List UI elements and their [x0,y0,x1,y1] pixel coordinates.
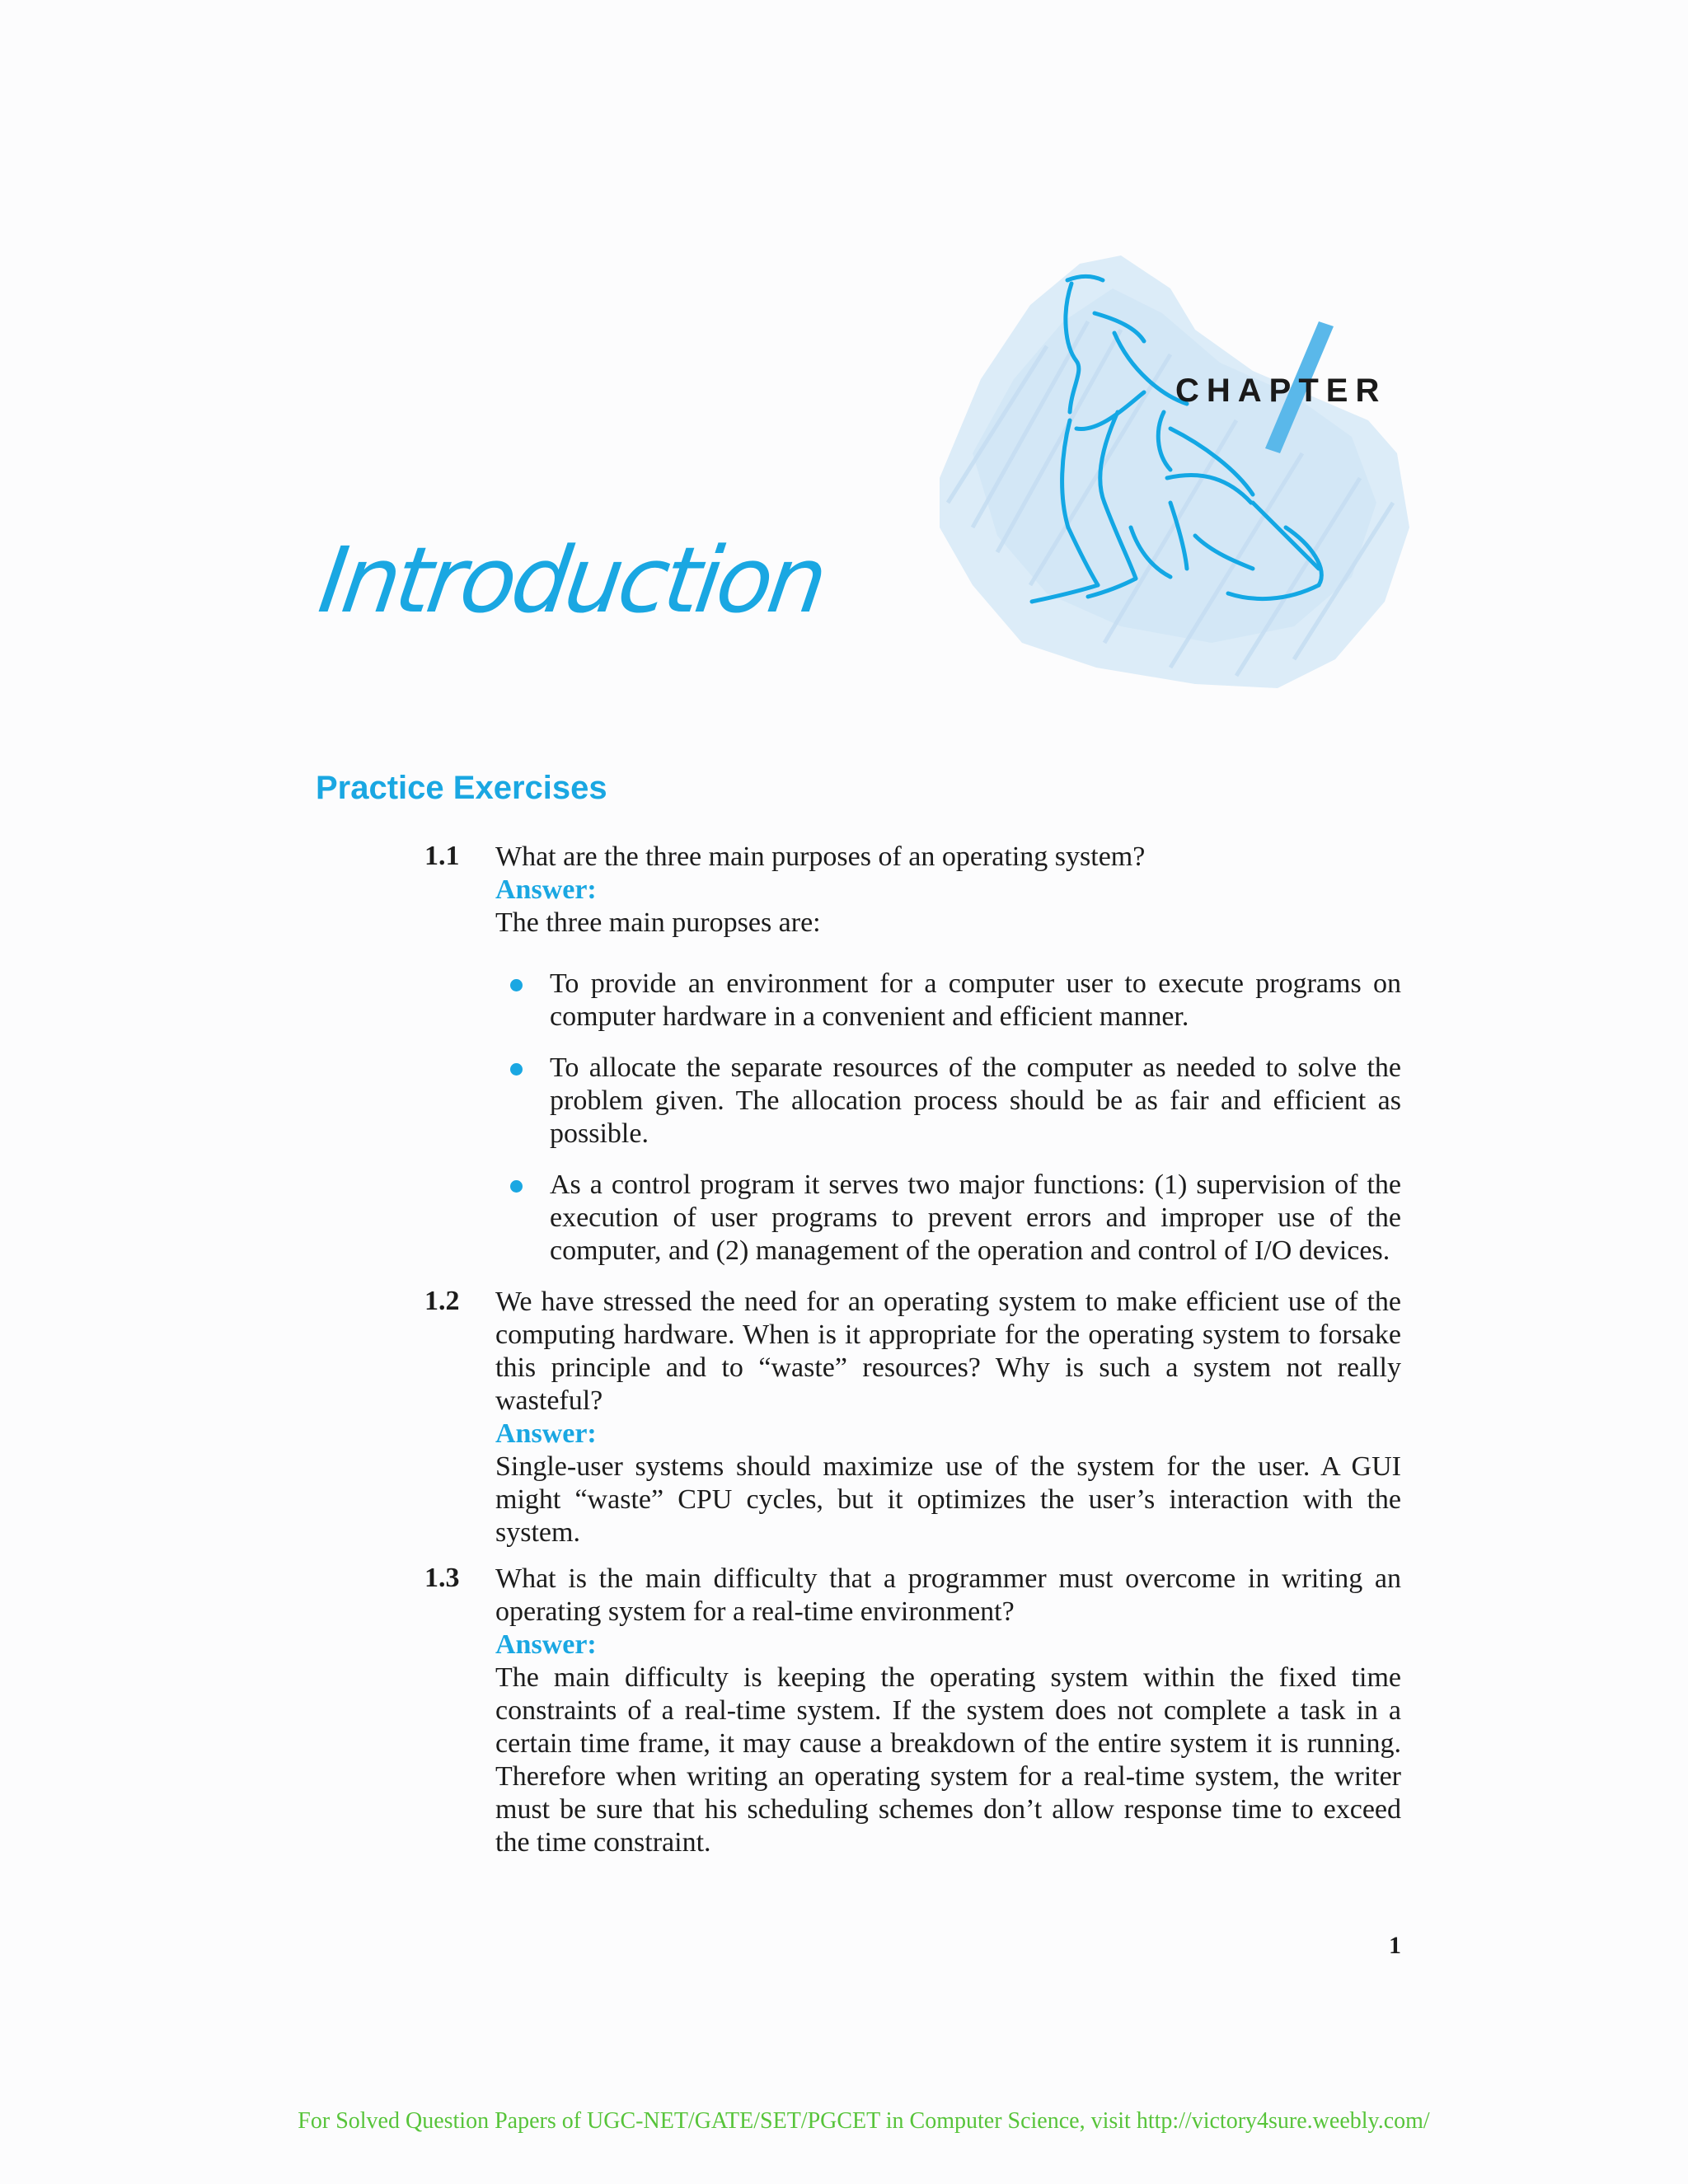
exercise-number: 1.3 [424,1563,460,1593]
answer-text: The main difficulty is keeping the operating system within the fixed time constraints of a real-time system. If the system does not complete a task in a certain time frame, it may cause a breakdown of the entire system it is running. Therefore when writing an operating system for a real-time system, the writer must be sure that his scheduling schemes don’t allow response time to exceed the time constraint. [495,1662,1401,1858]
exercise-number: 1.2 [424,1286,460,1316]
bullet-item [495,968,1401,1033]
bullet-text: To provide an environment for a computer user to execute programs on computer hardware in a convenient and efficient manner. [550,968,1401,1032]
bullet-item [495,1052,1401,1151]
watercolor-wash [940,255,1409,688]
bullet-text: To allocate the separate resources of the computer as needed to solve the problem given. The allocation process should be as fair and efficient as possible. [550,1052,1401,1149]
exercise-1-2 [424,1286,1401,1549]
chapter-title: Introduction [313,527,830,633]
section-title: Practice Exercises [316,770,607,806]
answer-label: Answer: [495,1629,597,1660]
answer-label: Answer: [495,874,597,905]
bullet-icon [510,979,523,991]
exercise-list [424,841,1401,1859]
exercise-1-3 [424,1563,1401,1859]
footer-link-text: For Solved Question Papers of UGC-NET/GATE/SET/PGCET in Computer Science, visit http://victory4sure.weebly.com/ [298,2108,1430,2134]
answer-text: Single-user systems should maximize use of the system for the user. A GUI might “waste” CPU cycles, but it optimizes the user’s interaction with the system. [495,1451,1401,1548]
chapter-illustration [923,255,1418,701]
bullet-icon [510,1180,523,1193]
bullet-text: As a control program it serves two major functions: (1) supervision of the execution of user programs to prevent errors and improper use of the computer, and (2) management of the operation and control of I/O devices. [550,1169,1401,1266]
page-number: 1 [1389,1932,1401,1959]
chapter-label: CHAPTER [1175,373,1387,409]
answer-bullet-list [495,968,1401,1268]
exercise-question: We have stressed the need for an operating system to make efficient use of the computing hardware. When is it appropriate for the operating system to forsake this principle and to “waste” resources? Why is such a system not really wasteful? [495,1286,1401,1416]
exercise-1-1 [424,841,1401,1268]
answer-label: Answer: [495,1418,597,1449]
bullet-item [495,1169,1401,1268]
exercise-number: 1.1 [424,841,460,871]
answer-intro: The three main puropses are: [495,907,821,938]
bullet-icon [510,1063,523,1076]
exercise-question: What are the three main purposes of an operating system? [495,841,1146,872]
exercise-question: What is the main difficulty that a programmer must overcome in writing an operating system for a real-time environment? [495,1563,1401,1627]
